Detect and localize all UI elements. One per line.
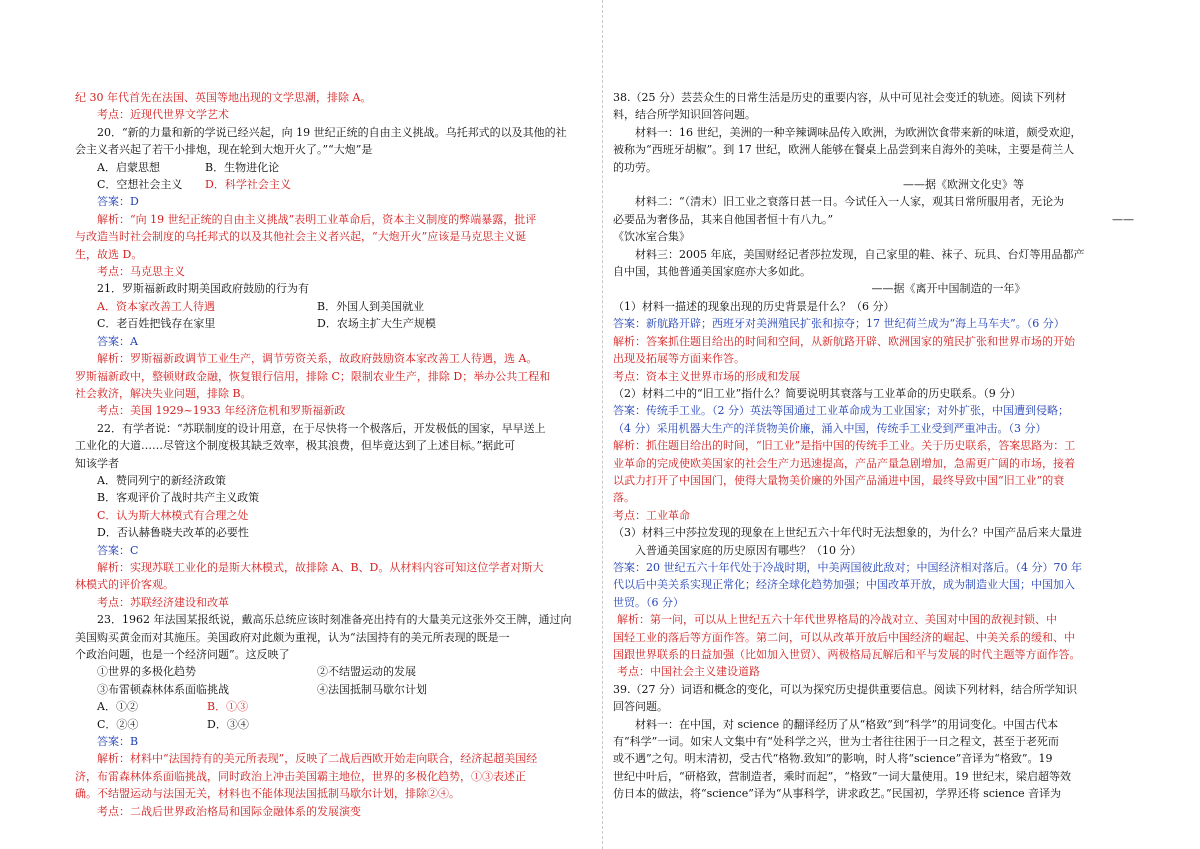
q22-option-d: D．否认赫鲁晓夫改革的必要性	[97, 526, 249, 540]
q22-explanation-1: 解析：实现苏联工业化的是斯大林模式，故排除 A、B、D。从材料内容可知这位学者对斯大	[97, 560, 544, 574]
question-20	[75, 124, 590, 281]
question-38	[613, 89, 1134, 681]
q38-stem-2: 料，结合所学知识回答问题。	[613, 108, 756, 122]
q38-answer-1: 答案：新航路开辟；西班牙对美洲殖民扩张和掠夺；17 世纪荷兰成为“海上马车夫”。（6 分）	[613, 317, 1065, 331]
q23-option-b: B．①③	[207, 700, 249, 714]
q38-topic-2: 考点：工业革命	[613, 508, 690, 522]
q20-answer: 答案：D	[97, 195, 139, 209]
q20-explanation-2: 与改造当时社会制度的乌托邦式的以及其他社会主义者兴起，“大炮开火”应该是马克思主义诞	[75, 230, 527, 244]
q38-source-2-dash: ——	[1112, 212, 1134, 226]
q38-source-3: ——据《离开中国制造的一年》	[871, 282, 1026, 296]
q23-stem-1: 23．1962 年法国某报纸说，戴高乐总统应该时刻准备亮出持有的大量美元这张外交王牌，通过向	[97, 613, 572, 627]
q38-sub-3b: 入普通美国家庭的历史原因有哪些？（10 分）	[635, 543, 862, 557]
q23-option-d: D．③④	[207, 717, 249, 731]
q38-material-2a: 材料二：“（清末）旧工业之衰落日甚一日。今试任入一人家，观其日常所服用者，无论为	[635, 195, 1065, 209]
q21-option-d: D．农场主扩大生产规模	[317, 317, 436, 331]
q23-explanation-1: 解析：材料中“法国持有的美元所表现”，反映了二战后西欧开始走向联合，经济起超美国经	[97, 752, 538, 766]
q38-explanation-2b: 业革命的完成使欧美国家的社会生产力迅速提高，产品产量急剧增加，急需更广阔的市场，接着	[613, 456, 1075, 470]
q38-answer-2a: 答案：传统手工业。（2 分）英法等国通过工业革命成为工业国家；对外扩张，中国遭到侵略；	[613, 404, 1069, 418]
q38-topic-3: 考点：中国社会主义建设道路	[617, 665, 760, 679]
q38-explanation-3c: 国跟世界联系的日益加强（比如加入世贸）、两极格局瓦解后和平与发展的时代主题等方面作答。	[613, 648, 1081, 662]
q21-answer: 答案：A	[97, 334, 138, 348]
q39-stem-1: 39.（27 分）词语和概念的变化，可以为探究历史提供重要信息。阅读下列材料，结合所学知识	[613, 682, 1077, 696]
q22-topic: 考点：苏联经济建设和改革	[97, 595, 229, 609]
q38-answer-3c: 世贸。（6 分）	[613, 595, 684, 609]
q22-stem-2: 工业化的大道……尽管这个制度极其缺乏效率，极其浪费，但毕竟达到了上述目标。”据此可	[75, 439, 516, 453]
q21-options-row-1	[75, 298, 590, 315]
q23-item-4: ④法国抵制马歇尔计划	[317, 682, 427, 696]
q22-option-c: C．认为斯大林模式有合理之处	[97, 508, 249, 522]
q38-explanation-2a: 解析：抓住题目给出的时间，“旧工业”是指中国的传统手工业。关于历史联系，答案思路为：工	[613, 439, 1076, 453]
q38-explanation-1b: 出现及拓展等方面来作答。	[613, 352, 745, 366]
q20-stem-2: 会主义者兴起了若干小排炮，现在轮到大炮开火了。”“大炮”是	[75, 143, 373, 157]
q23-topic: 考点：二战后世界政治格局和国际金融体系的发展演变	[97, 804, 361, 818]
q38-sub-2: （2）材料二中的“旧工业”指什么？简要说明其衰落与工业革命的历史联系。（9 分）	[613, 386, 1022, 400]
q38-sub-1: （1）材料一描述的现象出现的历史背景是什么？（6 分）	[613, 299, 895, 313]
q38-explanation-3b: 国轻工业的落后等方面作答。第二问，可以从改革开放后中国经济的崛起、中美关系的缓和、中	[613, 630, 1075, 644]
q21-stem: 21．罗斯福新政时期美国政府鼓励的行为有	[97, 282, 309, 296]
q38-explanation-3a: 解析：第一问，可以从上世纪五六十年代世界格局的冷战对立、美国对中国的敌视封锁、中	[617, 613, 1057, 627]
q20-option-d: D．科学社会主义	[205, 178, 291, 192]
q38-material-1b: 被称为“西班牙胡椒”。到 17 世纪，欧洲人能够在餐桌上品尝到来自海外的美味，主要是荷兰人	[613, 143, 1075, 157]
q38-sub-3a: （3）材料三中莎拉发现的现象在上世纪五六十年代时无法想象的，为什么？中国产品后来大量进	[613, 526, 1082, 540]
q39-material-1c: 或不遇”之句。明末清初，受古代“格物.致知”的影响，时人将“science”音译为“格致”。19	[613, 752, 1053, 766]
q20-explanation-1: 解析：“向 19 世纪正统的自由主义挑战”表明工业革命后，资本主义制度的弊端暴露，批评	[97, 212, 537, 226]
q23-item-1: ①世界的多极化趋势	[97, 665, 196, 679]
q38-material-3b: 自中国，其他普通美国家庭亦大多如此。	[613, 265, 811, 279]
q22-option-a: A．赞同列宁的新经济政策	[97, 473, 226, 487]
q23-items-row-2	[75, 681, 590, 698]
q23-options-row-1	[75, 698, 590, 715]
q20-option-b: B．生物进化论	[205, 160, 280, 174]
q23-option-c: C．②④	[97, 717, 139, 731]
q21-explanation-1: 解析：罗斯福新政调节工业生产，调节劳资关系，故政府鼓励资本家改善工人待遇，选 A。	[97, 352, 538, 366]
q22-option-b: B．客观评价了战时共产主义政策	[97, 491, 260, 505]
q21-explanation-2: 罗斯福新政中，整顿财政金融，恢复银行信用，排除 C；限制农业生产，排除 D；举办公共工程和	[75, 369, 551, 383]
q23-stem-3: 个政治问题，也是一个经济问题”。这反映了	[75, 648, 290, 661]
q22-explanation-2: 林模式的评价客观。	[75, 578, 174, 592]
q38-material-2b: 必要品为奢侈品，其来自他国者恒十有八九。”	[613, 212, 834, 226]
q21-option-b: B．外国人到美国就业	[317, 299, 425, 313]
q22-stem-3: 知该学者	[75, 456, 119, 470]
q21-option-c: C．老百姓把钱存在家里	[97, 317, 216, 331]
prev-explanation-tail: 纪 30 年代首先在法国、英国等地出现的文学思潮，排除 A。	[75, 91, 372, 104]
q38-explanation-1a: 解析：答案抓住题目给出的时间和空间，从新航路开辟、欧洲国家的殖民扩张和世界市场的开始	[613, 334, 1075, 348]
q23-option-a: A．①②	[97, 700, 138, 714]
q38-material-3a: 材料三：2005 年底，美国财经记者莎拉发现，自己家里的鞋、袜子、玩具、台灯等用品都产	[635, 247, 1085, 261]
q23-items-row-1	[75, 663, 590, 680]
q38-topic-1: 考点：资本主义世界市场的形成和发展	[613, 369, 800, 383]
q38-material-1a: 材料一：16 世纪，美洲的一种辛辣调味品传入欧洲，为欧洲饮食带来新的味道，颇受欢迎，	[635, 125, 1082, 139]
q38-stem-1: 38.（25 分）芸芸众生的日常生活是历史的重要内容，从中可见社会变迁的轨迹。阅读下列材	[613, 91, 1066, 104]
q23-item-3: ③布雷顿森林体系面临挑战	[97, 682, 229, 696]
q39-material-1e: 仿日本的做法，将“science”译为“从事科学，讲求政艺。”民国初，学界还将 science 音译为	[613, 787, 1062, 801]
q39-material-1d: 世纪中叶后，“研格致，营制造者，乘时而起”，“格致”一词大量使用。19 世纪末，梁启超等效	[613, 769, 1071, 783]
q20-options-row-1	[75, 159, 590, 176]
q23-explanation-2: 济，布雷森林体系面临挑战，同时政治上冲击美国霸主地位，世界的多极化趋势，①③表述正	[75, 769, 526, 783]
q23-item-2: ②不结盟运动的发展	[317, 665, 416, 679]
q39-material-1a: 材料一：在中国，对 science 的翻译经历了从“格致”到“科学”的用词变化。中国古代本	[635, 717, 1059, 731]
question-39	[613, 681, 1134, 803]
prev-topic: 考点：近现代世界文学艺术	[97, 108, 229, 122]
q20-option-c: C．空想社会主义	[97, 178, 183, 192]
q39-stem-2: 回答问题。	[613, 700, 668, 714]
q20-topic: 考点：马克思主义	[97, 265, 185, 279]
q20-stem-1: 20．“新的力量和新的学说已经兴起，向 19 世纪正统的自由主义挑战。乌托邦式的以及其他的社	[97, 125, 567, 139]
q38-explanation-2c: 以武力打开了中国国门，使得大量物美价廉的外国产品涌进中国，最终导致中国“旧工业”的衰	[613, 473, 1065, 487]
right-column	[613, 89, 1134, 803]
q20-option-a: A．启蒙思想	[97, 160, 160, 174]
q38-answer-2b: （4 分）采用机器大生产的洋货物美价廉，涌入中国，传统手工业受到严重冲击。（3 分）	[613, 421, 1047, 435]
left-column	[75, 89, 590, 820]
q21-option-a: A．资本家改善工人待遇	[97, 299, 215, 313]
question-23	[75, 611, 590, 820]
q21-topic: 考点：美国 1929~1933 年经济危机和罗斯福新政	[97, 404, 346, 418]
q22-stem-1: 22．有学者说：“苏联制度的设计用意，在于尽快将一个极落后，开发极低的国家，早早送上	[97, 421, 546, 435]
q20-explanation-3: 生，故选 D。	[75, 247, 143, 261]
q38-answer-3b: 代以后中美关系实现正常化；经济全球化趋势加强；中国改革开放，成为制造业大国；中国加入	[613, 578, 1075, 592]
q21-explanation-3: 社会救济，解决失业问题，排除 B。	[75, 386, 252, 400]
q38-source-2: 《饮冰室合集》	[613, 230, 690, 244]
q23-stem-2: 美国购买黄金而对其施压。美国政府对此颇为重视，认为“法国持有的美元所表现的既是一	[75, 630, 510, 644]
q39-material-1b: 有“科学”一词。如宋人文集中有“处科学之兴，世为士者往往困于一日之程文，甚至于老死而	[613, 735, 1059, 749]
question-21	[75, 280, 590, 419]
q38-source-1: ——据《欧洲文化史》等	[903, 178, 1024, 192]
q23-answer: 答案：B	[97, 735, 139, 749]
q38-answer-3a: 答案：20 世纪五六十年代处于冷战时期，中美两国彼此敌对；中国经济相对落后。（4 分）70 年	[613, 560, 1082, 574]
q21-options-row-2	[75, 315, 590, 332]
q20-options-row-2	[75, 176, 590, 193]
q22-answer: 答案：C	[97, 543, 139, 557]
q38-explanation-2d: 落。	[613, 491, 635, 505]
column-divider	[602, 0, 603, 849]
question-22	[75, 420, 590, 611]
q23-explanation-3: 确。不结盟运动与法国无关，材料也不能体现法国抵制马歇尔计划，排除②④。	[75, 787, 460, 801]
q38-material-1c: 的功劳。	[613, 160, 657, 174]
q23-options-row-2	[75, 716, 590, 733]
